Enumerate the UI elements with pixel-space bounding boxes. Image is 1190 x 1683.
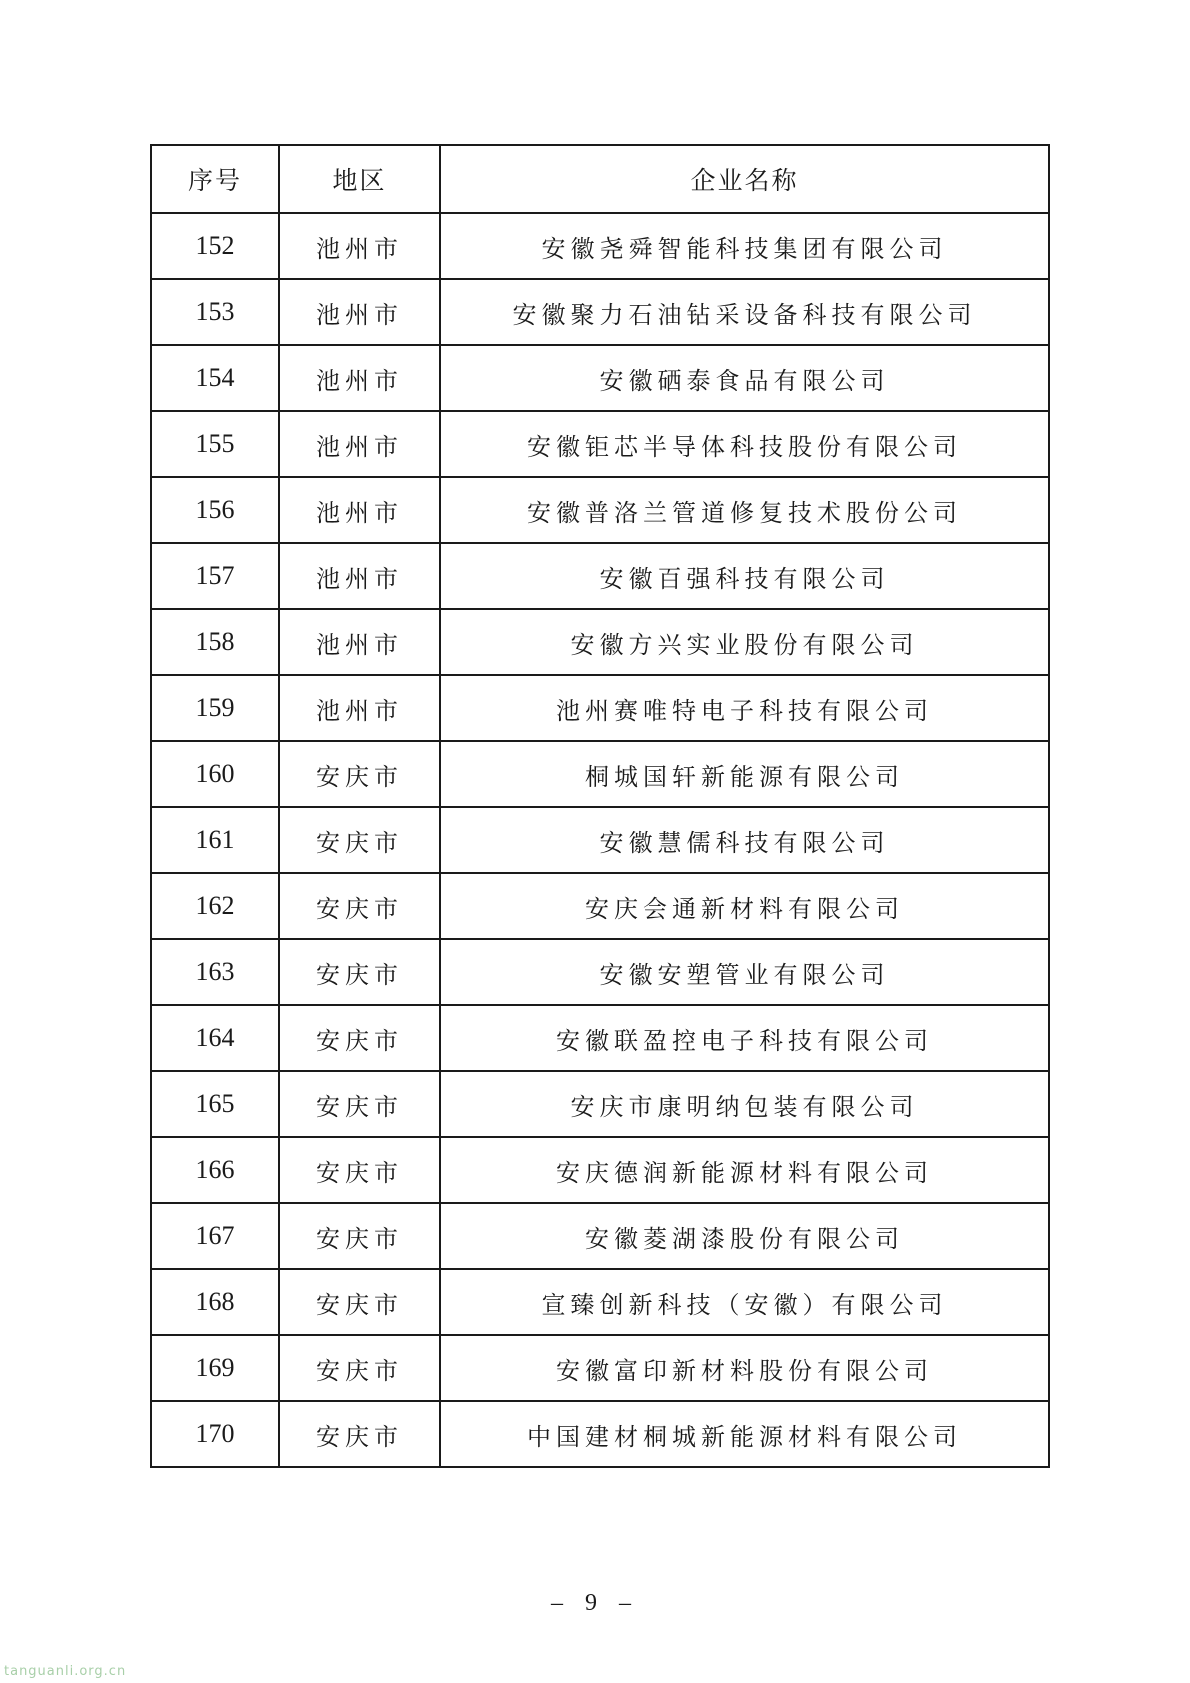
table-row [151,477,1049,543]
row-enterprise-name: 安庆德润新能源材料有限公司 [440,1137,1049,1203]
table-row [151,1137,1049,1203]
header-serial-number: 序号 [151,145,279,213]
row-serial-number: 170 [151,1401,279,1467]
row-serial-number: 164 [151,1005,279,1071]
row-serial-number: 158 [151,609,279,675]
row-region: 安庆市 [279,1335,440,1401]
row-region: 安庆市 [279,1269,440,1335]
table-row [151,1335,1049,1401]
row-serial-number: 169 [151,1335,279,1401]
row-region: 池州市 [279,213,440,279]
enterprise-table [150,144,1050,1468]
page-number: – 9 – [551,1590,639,1616]
table-header-row [151,145,1049,213]
table-row [151,1005,1049,1071]
row-serial-number: 160 [151,741,279,807]
site-watermark: tanguanli.org.cn [4,1664,127,1679]
row-enterprise-name: 安徽富印新材料股份有限公司 [440,1335,1049,1401]
table-row [151,279,1049,345]
table-row [151,411,1049,477]
row-enterprise-name: 安徽慧儒科技有限公司 [440,807,1049,873]
row-enterprise-name: 安徽普洛兰管道修复技术股份公司 [440,477,1049,543]
row-region: 安庆市 [279,1005,440,1071]
row-serial-number: 155 [151,411,279,477]
row-region: 安庆市 [279,1401,440,1467]
row-serial-number: 165 [151,1071,279,1137]
row-serial-number: 168 [151,1269,279,1335]
table-row [151,675,1049,741]
row-enterprise-name: 安徽方兴实业股份有限公司 [440,609,1049,675]
row-enterprise-name: 桐城国轩新能源有限公司 [440,741,1049,807]
row-region: 池州市 [279,543,440,609]
row-region: 池州市 [279,477,440,543]
row-region: 安庆市 [279,741,440,807]
row-serial-number: 157 [151,543,279,609]
row-serial-number: 153 [151,279,279,345]
row-enterprise-name: 安徽联盈控电子科技有限公司 [440,1005,1049,1071]
row-enterprise-name: 安徽菱湖漆股份有限公司 [440,1203,1049,1269]
row-region: 池州市 [279,675,440,741]
row-serial-number: 163 [151,939,279,1005]
row-serial-number: 162 [151,873,279,939]
row-enterprise-name: 安徽百强科技有限公司 [440,543,1049,609]
row-enterprise-name: 安徽硒泰食品有限公司 [440,345,1049,411]
row-serial-number: 167 [151,1203,279,1269]
row-region: 安庆市 [279,939,440,1005]
table-row [151,345,1049,411]
table-row [151,873,1049,939]
row-region: 安庆市 [279,1071,440,1137]
table-row [151,1401,1049,1467]
row-serial-number: 156 [151,477,279,543]
table-row [151,609,1049,675]
table-row [151,1203,1049,1269]
row-region: 池州市 [279,345,440,411]
row-enterprise-name: 安庆会通新材料有限公司 [440,873,1049,939]
row-enterprise-name: 宣臻创新科技（安徽）有限公司 [440,1269,1049,1335]
row-enterprise-name: 安徽安塑管业有限公司 [440,939,1049,1005]
row-enterprise-name: 安庆市康明纳包装有限公司 [440,1071,1049,1137]
row-region: 安庆市 [279,1137,440,1203]
table-row [151,741,1049,807]
table-row [151,1269,1049,1335]
table-row [151,213,1049,279]
table-row [151,939,1049,1005]
row-serial-number: 152 [151,213,279,279]
table-row [151,1071,1049,1137]
header-region: 地区 [279,145,440,213]
row-region: 安庆市 [279,807,440,873]
row-enterprise-name: 安徽聚力石油钻采设备科技有限公司 [440,279,1049,345]
row-enterprise-name: 池州赛唯特电子科技有限公司 [440,675,1049,741]
row-region: 安庆市 [279,1203,440,1269]
row-serial-number: 159 [151,675,279,741]
header-enterprise-name: 企业名称 [440,145,1049,213]
row-region: 安庆市 [279,873,440,939]
table-row [151,543,1049,609]
row-enterprise-name: 安徽钜芯半导体科技股份有限公司 [440,411,1049,477]
row-serial-number: 154 [151,345,279,411]
row-region: 池州市 [279,279,440,345]
row-enterprise-name: 中国建材桐城新能源材料有限公司 [440,1401,1049,1467]
row-serial-number: 166 [151,1137,279,1203]
row-region: 池州市 [279,411,440,477]
row-region: 池州市 [279,609,440,675]
row-serial-number: 161 [151,807,279,873]
table-row [151,807,1049,873]
row-enterprise-name: 安徽尧舜智能科技集团有限公司 [440,213,1049,279]
